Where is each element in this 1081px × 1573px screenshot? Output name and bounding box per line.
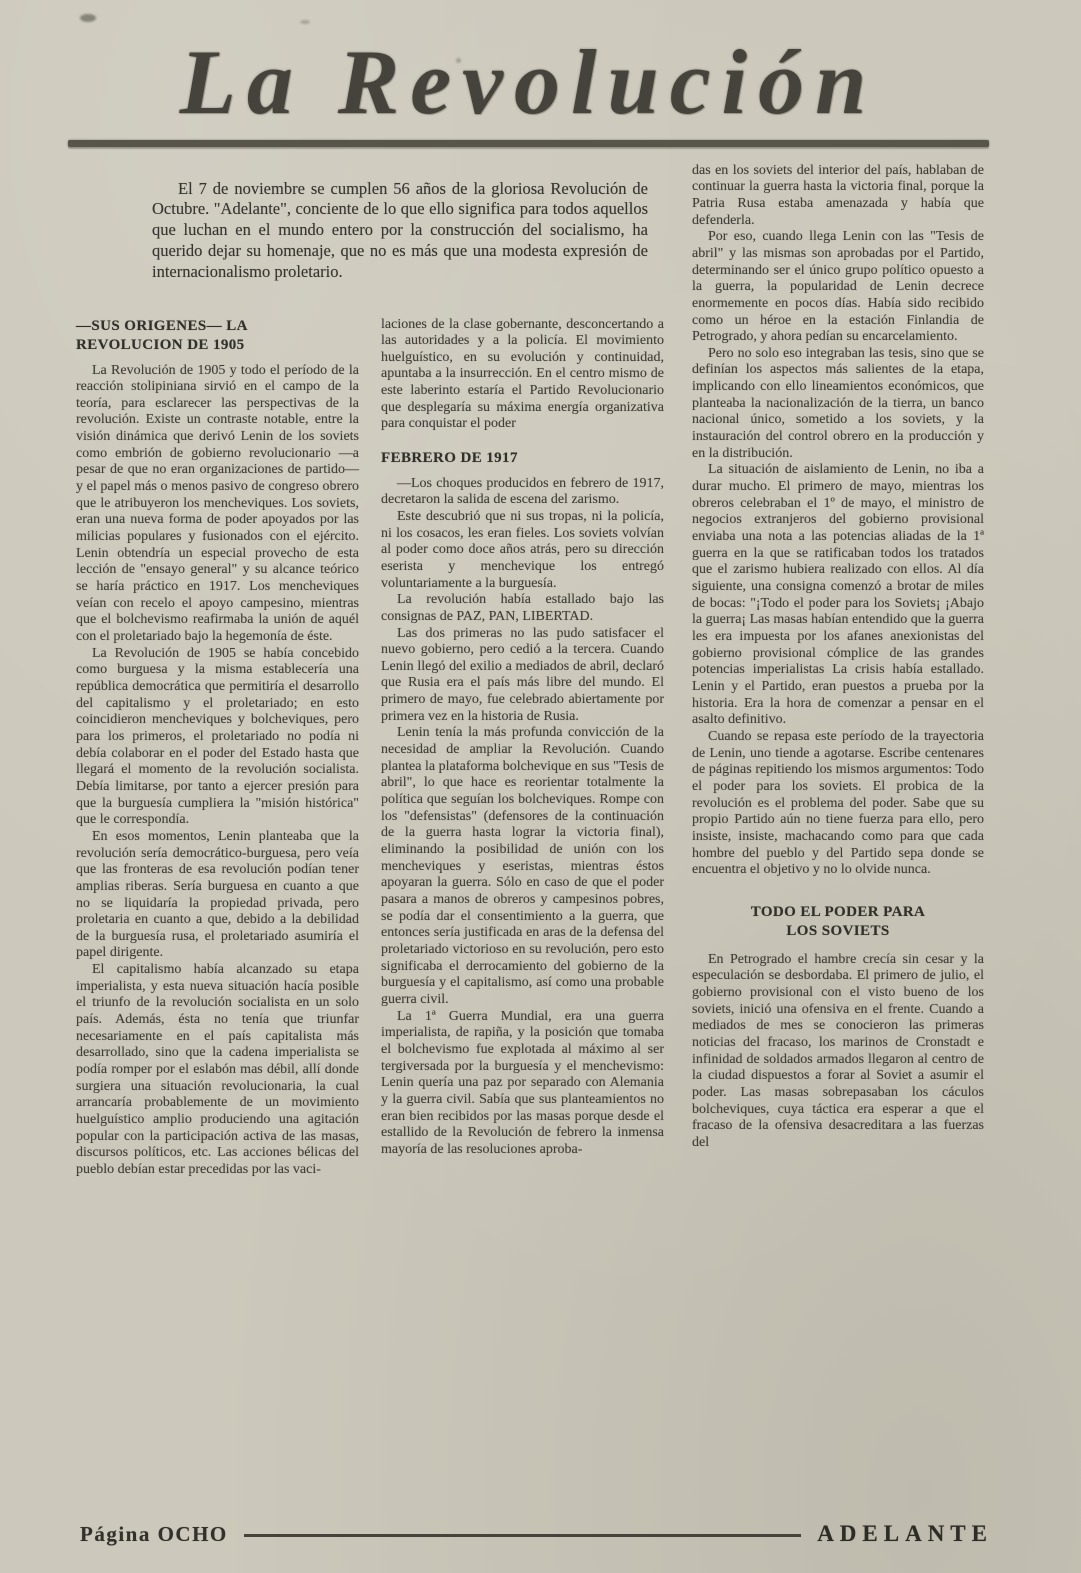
paragraph: —Los choques producidos en febrero de 1917, decretaron la salida de escena del zarismo. xyxy=(381,475,664,508)
section-heading-todo-el-poder: TODO EL PODER PARA LOS SOVIETS xyxy=(750,903,926,940)
paragraph: Este descubrió que ni sus tropas, ni la policía, ni los cosacos, les eran fieles. Los soviets volvían al poder como doce años atrás, pero su dirección eserista y menchevique los entregó voluntariamente a la burguesía. xyxy=(381,508,664,591)
paragraph: La 1ª Guerra Mundial, era una guerra imperialista, de rapiña, y la posición que tomaba el bolchevismo fue explotada al máximo al ser tergiversada por la burguesía y el menchevismo: Lenin quería una paz por separado con Alemania y la guerra civil. Sabía que sus planteamientos no eran bien recibidos por las masas porque desde el estallido de la Revolución de febrero la inmensa mayoría de las resoluciones aproba- xyxy=(381,1008,664,1157)
masthead xyxy=(0,0,1081,147)
column-3-body-after xyxy=(692,952,984,1152)
paragraph: En esos momentos, Lenin planteaba que la revolución sería democrático-burguesa, pero veía que las fronteras de esa revolución podían tener amplias riberas. Sería burguesa en cuanto a que no se liquidaría la propiedad privada, pero proletaria en cuanto a que, debido a la debilidad de la burguesía rusa, el proletariado asumiría el papel dirigente. xyxy=(76,828,359,961)
ink-smudge xyxy=(80,14,96,22)
column-1 xyxy=(76,317,359,1179)
paragraph: La Revolución de 1905 y todo el período de la reacción stolipiniana sirvió en el campo de la teoría, para esclarecer las perspectivas de la revolución. Existe un contraste notable, entre la visión dinámica que derivó Lenin de los soviets como embrión de gobierno revolucionario —a pesar de que no eran organizaciones de partido— y el papel más o menos pasivo de congreso obrero que le atribuyeron los mencheviques. Los soviets, eran una nueva forma de poder apoyados por las milicias populares y fusionados con el ejército. Lenin obtendría un especial provecho de esta lección de "ensayo general" y su alcance teórico se haría práctico en 1917. Los mencheviques veían con recelo el apoyo campesino, mientras que el bolchevismo reafirmaba la unión de aquél con el proletariado bajo la hegemonía de éste. xyxy=(76,362,359,644)
column-2-lead xyxy=(381,317,664,434)
column-3-body xyxy=(692,163,984,879)
newspaper-brand: ADELANTE xyxy=(817,1521,993,1546)
page-content xyxy=(0,147,1081,1473)
ink-smudge xyxy=(456,58,461,63)
two-column-area xyxy=(76,317,664,1179)
paragraph: das en los soviets del interior del país, hablaban de continuar la guerra hasta la victoria final, porque la Patria Rusa estaba amenazada y había que defenderla. xyxy=(692,162,984,228)
section-heading-febrero-1917: FEBRERO DE 1917 xyxy=(381,450,518,467)
paragraph: La revolución había estallado bajo las consignas de PAZ, PAN, LIBERTAD. xyxy=(381,592,664,624)
left-region xyxy=(76,163,664,1473)
paragraph: La situación de aislamiento de Lenin, no iba a durar mucho. El primero de mayo, mientras los obreros celebraban el 1º de mayo, el ministro de negocios extranjeros del gobierno provisional enviaba una nota a las potencias aliadas de la 1ª guerra en la que se ratificaban todos los tratados que el zarismo hubiera realizado con ellos. Al día siguiente, una consigna comenzó a brotar de miles de bocas: "¡Todo el poder para los Soviets¡ ¡Abajo la guerra¡ Las masas habían entendido que la guerra les era impuesta por los afanes anexionistas del gobierno provisional cómplice de las grandes potencias imperialistas La crisis había estallado. Lenin y el Partido, eran puestos a prueba por la historia. Era la hora de comenzar a pensar en el asalto definitivo. xyxy=(692,462,984,728)
masthead-rule xyxy=(68,140,989,147)
paragraph: Cuando se repasa este período de la trayectoria de Lenin, uno tiende a agotarse. Escribe centenares de páginas repitiendo los mismos argumentos: Todo el poder para los soviets. El probica de la revolución es el problema del poder. Sabe que su propio Partido aún no tiene fuerza para ello, pero insiste, insiste, machacando como para que cada hombre del pueblo y del Partido sepa donde se encuentra el objetivo y no lo olvide nunca. xyxy=(692,728,984,878)
paragraph: laciones de la clase gobernante, desconcertando a las autoridades y a la policía. El movimiento huelguístico, en su evolución y continuidad, apuntaba a la insurrección. En el centro mismo de este laberinto estaría el Partido Revolucionario que desplegaría su máxima energía organizativa para conquistar el poder xyxy=(381,316,664,432)
footer-rule xyxy=(244,1534,801,1537)
section-heading-origenes: —SUS ORIGENES— LA REVOLUCION DE 1905 xyxy=(76,317,248,353)
column-2-body xyxy=(381,476,664,1159)
paragraph: Pero no solo eso integraban las tesis, sino que se definían los aspectos más salientes de la etapa, implicando con ello lineamientos económicos, que planteaba la nacionalización de la tierra, un banco nacional único, sometido a los soviets, y la instauración del control obrero en la producción y en la distribución. xyxy=(692,345,984,461)
paragraph: Lenin tenía la más profunda convicción de la necesidad de ampliar la Revolución. Cuando plantea la plataforma bolchevique en sus "Tesis de abril", lo que hace es reorientar totalmente la política que seguían los bolcheviques. Rompe con los "defensistas" (defensores de la continuación de la guerra hasta lograr la victoria final), eliminando la posibilidad de unión con los mencheviques y eseristas, mientras éstos apoyaran la guerra. Sólo en caso de que el poder pasara a manos de obreros y campesinos pobres, se podía dar el consentimiento a la guerra, que entonces sería justificada en aras de la defensa del proletariado victorioso en su revolución, pero esto significaba el derrocamiento del gobierno de la burguesía y el capitalismo, así como una probable guerra civil. xyxy=(381,725,664,1007)
page-number-label: Página OCHO xyxy=(80,1521,228,1546)
page-footer xyxy=(80,1521,993,1547)
intro-paragraph: El 7 de noviembre se cumplen 56 años de la gloriosa Revolución de Octubre. "Adelante", conciente de lo que ello significa para todos aquellos que luchan en el mundo entero por la construcción del socialismo, ha querido dejar su homenaje, que no es más que una modesta expresión de internacionalismo proletario. xyxy=(152,178,648,281)
paragraph: El capitalismo había alcanzado su etapa imperialista, y esta nueva situación hacía posible el triunfo de la revolución socialista en un solo país. Además, ésta no tenía que triunfar necesariamente en el país capitalista más desarrollado, sino que la cadena imperialista se podía romper por el eslabón mas débil, allí donde surgiera una situación revolucionaria, la cual arrancaría probablemente de un movimiento huelguístico amplio produciendo una agitación popular con la participación activa de las masas, discursos políticos, etc. Las acciones bélicas del pueblo debían estar precedidas por las vaci- xyxy=(76,962,359,1177)
ink-smudge xyxy=(300,20,310,24)
paragraph: Por eso, cuando llega Lenin con las "Tesis de abril" y las mismas son aprobadas por el Partido, determinando ser el único grupo político opuesto a la guerra, la popularidad de Lenin decrece enormemente en pocos días. Había sido recibido como un héroe en la estación Finlandia de Petrogrado, y ahora pedían su encarcelamiento. xyxy=(692,229,984,345)
column-1-body xyxy=(76,363,359,1179)
ink-smudge xyxy=(420,86,427,93)
paragraph: La Revolución de 1905 se había concebido como burguesa y la misma establecería una república democrática que permitiría el desarrollo del capitalismo y el proletariado; en esto coincidieron mencheviques y bolcheviques, pero para los primeros, el proletariado no podía ni debía colaborar en el poder del Estado hasta que llegará el momento de la revolución socialista. Debía limitarse, por tanto a ejercer presión para que la burguesía cumpliera la "misión histórica" que le correspondía. xyxy=(76,645,359,828)
paragraph: En Petrogrado el hambre crecía sin cesar y la especulación se desbordaba. El primero de julio, el gobierno provisional con el visto bueno de los soviets, inició una ofensiva en el frente. Cuando a mediados de mes se conocieron las primeras noticias del fracaso, los marinos de Cronstadt e infinidad de soldados armados llegaron al centro de la ciudad dispuestos a forar al Soviet a asumir el poder. Las masas sobrepasaban los cáculos bolcheviques, cuya táctica era esperar a que el fracaso de la ofensiva desacreditara a las fuerzas del xyxy=(692,951,984,1151)
newspaper-title: La Revolución xyxy=(179,31,878,133)
column-2 xyxy=(381,317,664,1179)
paragraph: Las dos primeras no las pudo satisfacer el nuevo gobierno, pero cedió a la tercera. Cuando Lenin llegó del exilio a mediados de abril, declaró que Rusia era el país más libre del mundo. El primero de mayo, fue celebrado abiertamente por primera vez en la historia de Rusia. xyxy=(381,625,664,724)
column-3 xyxy=(692,163,984,1473)
